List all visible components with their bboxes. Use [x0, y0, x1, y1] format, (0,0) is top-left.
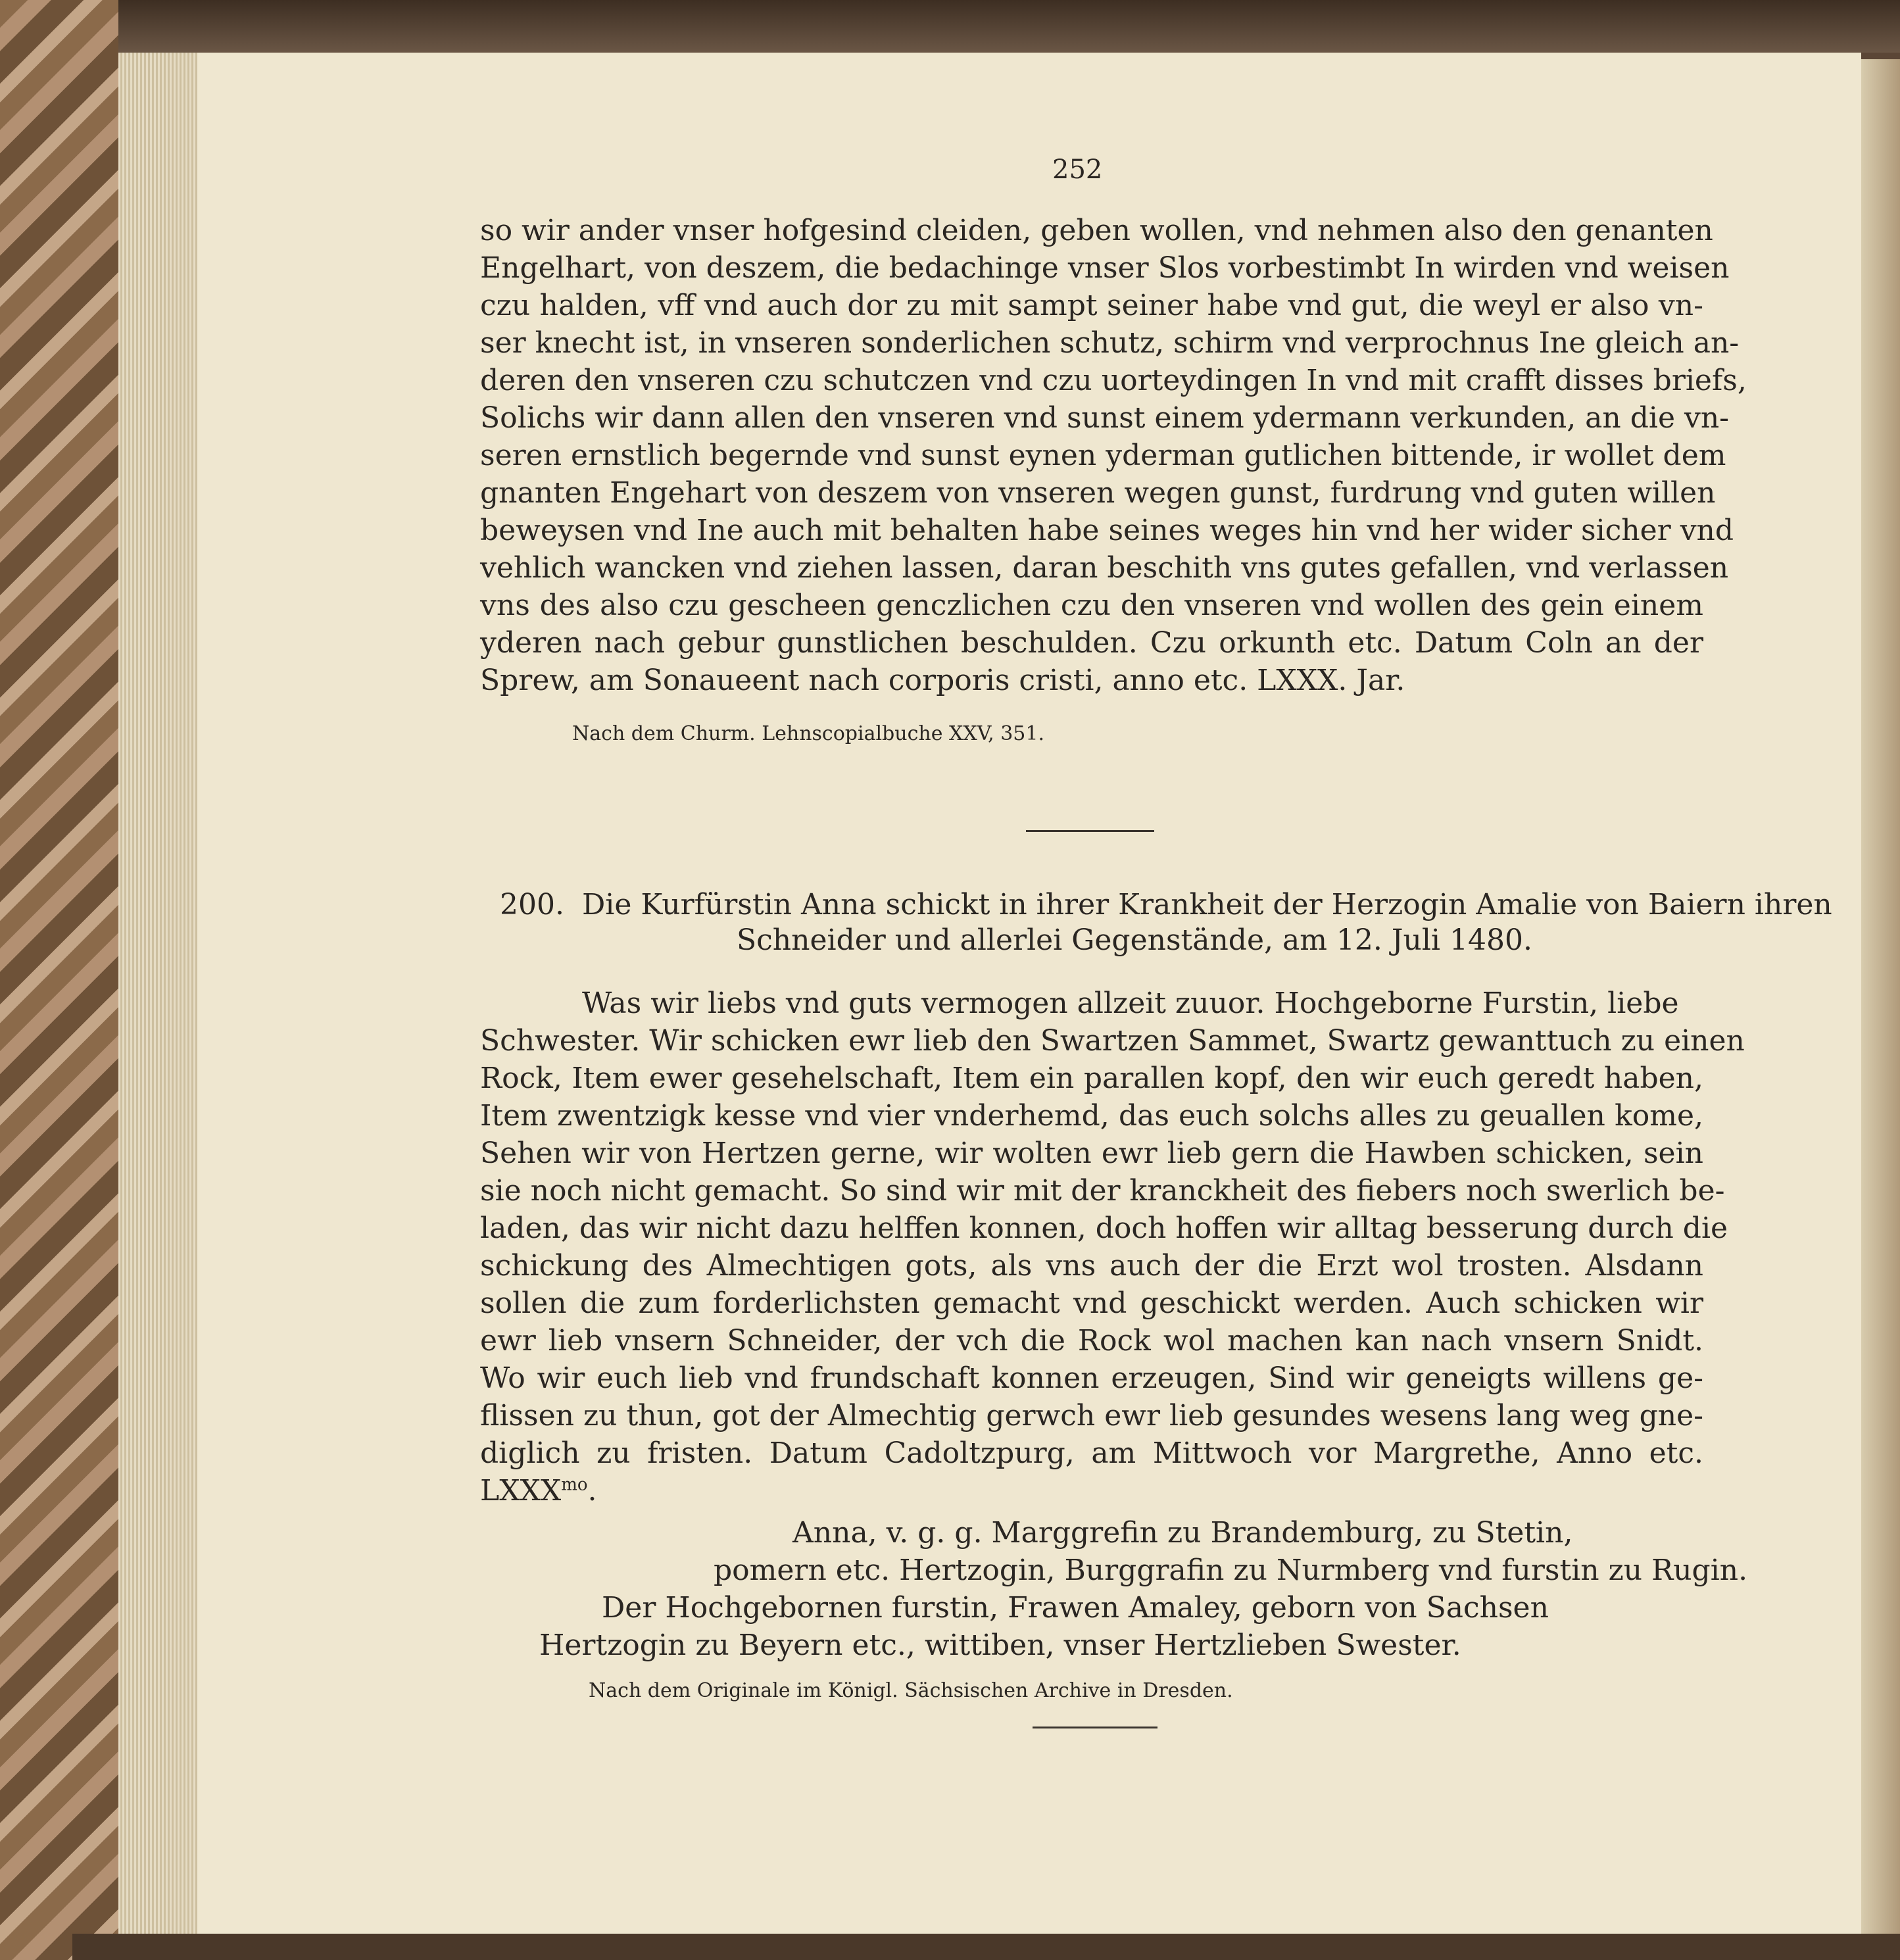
letter-date-end [480, 1474, 597, 1507]
text-line: vns des also czu gescheen genczlichen czu den vnseren vnd wollen des gein einem [480, 589, 1703, 622]
marbled-cover [0, 0, 118, 1960]
book-cover-bottom [72, 1934, 1900, 1960]
facing-page-edge [1861, 59, 1900, 1940]
date-end-roman: LXXX [480, 1474, 562, 1507]
letter-line: sollen die zum forderlichsten gemacht vnd geschickt werden. Auch schicken wir [480, 1286, 1703, 1320]
page-block-edge [118, 53, 197, 1934]
date-end-suffix: mo [561, 1475, 588, 1495]
letter-line: diglich zu fristen. Datum Cadoltzpurg, am Mittwoch vor Margrethe, Anno etc. [480, 1436, 1703, 1470]
letter-line: schickung des Almechtigen gots, als vns auch der die Erzt wol trosten. Alsdann [480, 1249, 1703, 1283]
letter-line: Rock, Item ewer gesehelschaft, Item ein parallen kopf, den wir euch geredt haben, [480, 1062, 1703, 1095]
date-end-period: . [587, 1474, 597, 1507]
letter-line: Was wir liebs vnd guts vermogen allzeit zuuor. Hochgeborne Furstin, liebe [582, 987, 1679, 1020]
document-heading-cont: Schneider und allerlei Gegenstände, am 12. Juli 1480. [737, 923, 1532, 957]
text-line: gnanten Engehart von deszem von vnseren wegen gunst, furdrung vnd guten willen [480, 476, 1716, 510]
text-line: beweysen vnd Ine auch mit behalten habe seines weges hin vnd her wider sicher vnd [480, 514, 1734, 547]
text-line: deren den vnseren czu schutczen vnd czu uorteydingen In vnd mit crafft disses briefs, [480, 364, 1747, 397]
address-line: Der Hochgebornen furstin, Frawen Amaley, geborn von Sachsen [602, 1591, 1549, 1625]
text-line: ser knecht ist, in vnseren sonderlichen schutz, schirm vnd verprochnus Ine gleich an- [480, 326, 1740, 360]
page-number: 252 [1052, 155, 1103, 185]
text-line: Sprew, am Sonaueent nach corporis cristi, anno etc. LXXX. Jar. [480, 664, 1405, 697]
text-line: czu halden, vff vnd auch dor zu mit sampt seiner habe vnd gut, die weyl er also vn- [480, 289, 1703, 322]
text-line: Engelhart, von deszem, die bedachinge vnser Slos vorbestimbt In wirden vnd weisen [480, 251, 1730, 285]
document-number: 200. [500, 888, 564, 921]
letter-line: Item zwentzigk kesse vnd vier vnderhemd, das euch solchs alles zu geuallen kome, [480, 1099, 1703, 1133]
text-line: vehlich wancken vnd ziehen lassen, daran beschith vns gutes gefallen, vnd verlassen [480, 551, 1729, 585]
letter-line: ewr lieb vnsern Schneider, der vch die Rock wol machen kan nach vnsern Snidt. [480, 1324, 1703, 1358]
book-cover-top [72, 0, 1900, 53]
letter-line: Wo wir euch lieb vnd frundschaft konnen erzeugen, Sind wir geneigts willens ge- [480, 1361, 1703, 1395]
letter-line: laden, das wir nicht dazu helffen konnen, doch hoffen wir alltag besserung durch die [480, 1212, 1728, 1245]
signature-line: pomern etc. Hertzogin, Burggrafin zu Nurmberg vnd furstin zu Rugin. [714, 1554, 1748, 1587]
text-line: Solichs wir dann allen den vnseren vnd sunst einem ydermann verkunden, an die vn- [480, 401, 1730, 435]
text-line: so wir ander vnser hofgesind cleiden, geben wollen, vnd nehmen also den genanten [480, 214, 1713, 247]
signature-line: Anna, v. g. g. Marggrefin zu Brandemburg, zu Stetin, [792, 1516, 1573, 1550]
letter-line: sie noch nicht gemacht. So sind wir mit der kranckheit des fiebers noch swerlich be- [480, 1174, 1725, 1208]
letter-line: Schwester. Wir schicken ewr lieb den Swartzen Sammet, Swartz gewanttuch zu einen [480, 1024, 1745, 1058]
source-note: Nach dem Originale im Königl. Sächsischen Archive in Dresden. [589, 1679, 1233, 1702]
letter-line: flissen zu thun, got der Almechtig gerwch ewr lieb gesundes wesens lang weg gne- [480, 1399, 1703, 1433]
section-divider [1033, 1727, 1157, 1728]
text-line: yderen nach gebur gunstlichen beschulden. Czu orkunth etc. Datum Coln an der [480, 626, 1703, 660]
text-line: seren ernstlich begernde vnd sunst eynen yderman gutlichen bittende, ir wollet dem [480, 439, 1726, 472]
document-heading: Die Kurfürstin Anna schickt in ihrer Krankheit der Herzogin Amalie von Baiern ihren [582, 888, 1832, 921]
source-note: Nach dem Churm. Lehnscopialbuche XXV, 351. [572, 722, 1044, 745]
letter-line: Sehen wir von Hertzen gerne, wir wolten ewr lieb gern die Hawben schicken, sein [480, 1137, 1703, 1170]
section-divider [1026, 830, 1154, 832]
address-line: Hertzogin zu Beyern etc., wittiben, vnser Hertzlieben Swester. [539, 1629, 1461, 1662]
